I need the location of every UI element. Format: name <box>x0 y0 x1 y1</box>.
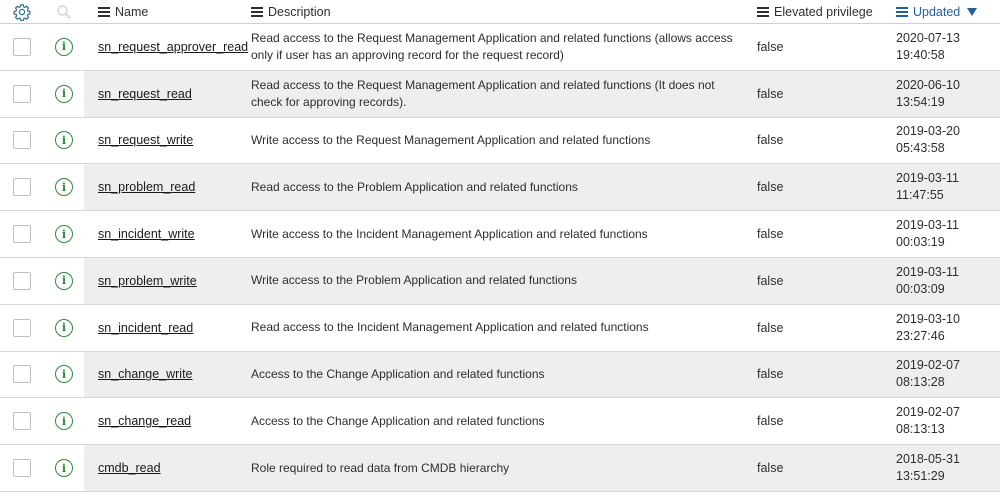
info-icon[interactable]: i <box>55 319 73 337</box>
updated-date: 2019-03-11 <box>896 218 960 233</box>
updated-time: 19:40:58 <box>896 47 945 62</box>
role-name-link[interactable]: sn_incident_read <box>98 320 194 335</box>
updated-time: 11:47:55 <box>896 188 944 203</box>
updated-cell <box>886 217 1000 251</box>
column-header-description[interactable] <box>237 5 745 19</box>
row-checkbox[interactable] <box>13 225 31 243</box>
description-cell <box>237 460 745 477</box>
info-icon[interactable]: i <box>55 272 73 290</box>
updated-date: 2019-03-10 <box>896 311 960 326</box>
name-cell <box>84 414 237 428</box>
updated-time: 13:54:19 <box>896 94 945 109</box>
elevated-privilege-value: false <box>757 39 784 54</box>
elevated-privilege-cell <box>745 40 886 54</box>
updated-date: 2019-02-07 <box>896 405 960 420</box>
description-cell <box>237 413 745 430</box>
description-cell <box>237 226 745 243</box>
info-icon[interactable]: i <box>55 459 73 477</box>
role-description: Access to the Change Application and related functions <box>251 366 545 381</box>
elevated-privilege-value: false <box>757 320 784 335</box>
table-row <box>0 258 1000 305</box>
description-cell <box>237 77 745 111</box>
role-name-link[interactable]: sn_request_approver_read <box>98 39 249 54</box>
table-header <box>0 0 1000 24</box>
row-checkbox[interactable] <box>13 178 31 196</box>
updated-time: 00:03:09 <box>896 281 945 296</box>
updated-cell <box>886 77 1000 111</box>
updated-time: 05:43:58 <box>896 141 945 156</box>
name-cell <box>84 227 237 241</box>
hamburger-icon[interactable] <box>757 7 769 17</box>
hamburger-icon[interactable] <box>896 7 908 17</box>
row-select-cell <box>0 118 44 164</box>
elevated-privilege-cell <box>745 321 886 335</box>
updated-time: 23:27:46 <box>896 328 945 343</box>
role-name-link[interactable]: sn_request_read <box>98 86 192 101</box>
updated-date: 2019-03-20 <box>896 124 960 139</box>
info-icon[interactable]: i <box>55 85 73 103</box>
row-select-cell <box>0 71 44 117</box>
table-row <box>0 445 1000 492</box>
row-select-cell <box>0 445 44 491</box>
role-name-link[interactable]: sn_problem_write <box>98 273 197 288</box>
description-cell <box>237 132 745 149</box>
row-checkbox[interactable] <box>13 85 31 103</box>
elevated-privilege-value: false <box>757 461 784 476</box>
elevated-privilege-value: false <box>757 273 784 288</box>
row-info-cell <box>44 71 84 117</box>
role-name-link[interactable]: sn_change_read <box>98 414 192 429</box>
info-icon[interactable]: i <box>55 412 73 430</box>
role-description: Read access to the Problem Application and related functions <box>251 179 578 194</box>
role-description: Access to the Change Application and related functions <box>251 413 545 428</box>
elevated-privilege-value: false <box>757 367 784 382</box>
info-icon[interactable]: i <box>55 365 73 383</box>
elevated-privilege-cell <box>745 87 886 101</box>
updated-date: 2020-06-10 <box>896 77 960 92</box>
row-info-cell <box>44 118 84 164</box>
row-info-cell <box>44 352 84 398</box>
row-checkbox[interactable] <box>13 319 31 337</box>
info-icon[interactable]: i <box>55 225 73 243</box>
column-header-label[interactable]: Name <box>115 4 149 19</box>
row-select-cell <box>0 258 44 304</box>
role-name-link[interactable]: cmdb_read <box>98 461 161 476</box>
updated-time: 00:03:19 <box>896 235 945 250</box>
elevated-privilege-value: false <box>757 86 784 101</box>
updated-cell <box>886 451 1000 485</box>
row-checkbox[interactable] <box>13 131 31 149</box>
row-info-cell <box>44 445 84 491</box>
personalize-list-cell <box>0 3 44 21</box>
role-name-link[interactable]: sn_request_write <box>98 133 194 148</box>
column-header-label[interactable]: Updated <box>913 4 961 19</box>
role-description: Write access to the Incident Management Application and related functions <box>251 226 648 241</box>
column-header-label[interactable]: Elevated privilege <box>774 4 873 19</box>
role-description: Read access to the Incident Management Application and related functions <box>251 320 649 335</box>
info-icon[interactable]: i <box>55 131 73 149</box>
updated-date: 2020-07-13 <box>896 30 960 45</box>
role-description: Write access to the Problem Application and related functions <box>251 273 577 288</box>
updated-date: 2019-03-11 <box>896 171 960 186</box>
row-checkbox[interactable] <box>13 365 31 383</box>
row-select-cell <box>0 164 44 210</box>
description-cell <box>237 30 745 64</box>
name-cell <box>84 180 237 194</box>
elevated-privilege-cell <box>745 227 886 241</box>
table-row <box>0 305 1000 352</box>
row-select-cell <box>0 24 44 70</box>
updated-cell <box>886 404 1000 438</box>
name-cell <box>84 367 237 381</box>
updated-cell <box>886 311 1000 345</box>
role-description: Role required to read data from CMDB hierarchy <box>251 460 510 475</box>
info-icon[interactable]: i <box>55 178 73 196</box>
row-info-cell <box>44 24 84 70</box>
column-header-updated[interactable] <box>886 5 1000 19</box>
elevated-privilege-cell <box>745 274 886 288</box>
elevated-privilege-cell <box>745 367 886 381</box>
updated-date: 2019-02-07 <box>896 358 960 373</box>
row-info-cell <box>44 258 84 304</box>
sort-descending-icon[interactable] <box>967 8 977 16</box>
table-row <box>0 164 1000 211</box>
name-cell <box>84 39 249 54</box>
description-cell <box>237 366 745 383</box>
row-info-cell <box>44 211 84 257</box>
elevated-privilege-cell <box>745 133 886 147</box>
gear-icon[interactable] <box>13 3 31 21</box>
updated-time: 13:51:29 <box>896 469 945 484</box>
row-select-cell <box>0 352 44 398</box>
row-info-cell <box>44 164 84 210</box>
row-select-cell <box>0 211 44 257</box>
updated-date: 2018-05-31 <box>896 452 960 467</box>
search-icon[interactable] <box>56 4 72 20</box>
elevated-privilege-value: false <box>757 133 784 148</box>
elevated-privilege-cell <box>745 180 886 194</box>
elevated-privilege-cell <box>745 461 886 475</box>
row-select-cell <box>0 398 44 444</box>
name-cell <box>84 133 237 147</box>
column-header-elevated-privilege[interactable] <box>745 5 886 19</box>
table-row <box>0 24 1000 71</box>
description-cell <box>237 179 745 196</box>
column-header-name[interactable] <box>84 5 237 19</box>
hamburger-icon[interactable] <box>98 7 110 17</box>
table-row <box>0 71 1000 118</box>
name-cell <box>84 321 237 335</box>
updated-time: 08:13:28 <box>896 375 945 390</box>
row-info-cell <box>44 305 84 351</box>
row-checkbox[interactable] <box>13 272 31 290</box>
table-body <box>0 24 1000 492</box>
elevated-privilege-value: false <box>757 414 784 429</box>
name-cell <box>84 274 237 288</box>
description-cell <box>237 319 745 336</box>
table-row <box>0 118 1000 165</box>
row-info-cell <box>44 398 84 444</box>
row-select-cell <box>0 305 44 351</box>
name-cell <box>84 87 237 101</box>
info-icon[interactable]: i <box>55 38 73 56</box>
row-checkbox[interactable] <box>13 459 31 477</box>
updated-cell <box>886 264 1000 298</box>
elevated-privilege-cell <box>745 414 886 428</box>
role-description: Read access to the Request Management Application and related functions (It does not check for approving records). <box>251 77 715 109</box>
hamburger-icon[interactable] <box>251 7 263 17</box>
name-cell <box>84 461 237 475</box>
updated-cell <box>886 30 1000 64</box>
table-row <box>0 352 1000 399</box>
updated-cell <box>886 357 1000 391</box>
description-cell <box>237 272 745 289</box>
role-description: Read access to the Request Management Application and related functions (allows access only if user has an approving record for the request record) <box>251 30 733 62</box>
updated-date: 2019-03-11 <box>896 264 960 279</box>
column-header-label[interactable]: Description <box>268 4 331 19</box>
search-toggle-cell <box>44 4 84 20</box>
role-name-link[interactable]: sn_change_write <box>98 367 193 382</box>
elevated-privilege-value: false <box>757 180 784 195</box>
role-name-link[interactable]: sn_problem_read <box>98 180 196 195</box>
table-row <box>0 211 1000 258</box>
updated-cell <box>886 123 1000 157</box>
updated-cell <box>886 170 1000 204</box>
role-description: Write access to the Request Management Application and related functions <box>251 132 651 147</box>
row-checkbox[interactable] <box>13 38 31 56</box>
role-name-link[interactable]: sn_incident_write <box>98 227 195 242</box>
row-checkbox[interactable] <box>13 412 31 430</box>
updated-time: 08:13:13 <box>896 422 945 437</box>
table-row <box>0 398 1000 445</box>
elevated-privilege-value: false <box>757 227 784 242</box>
